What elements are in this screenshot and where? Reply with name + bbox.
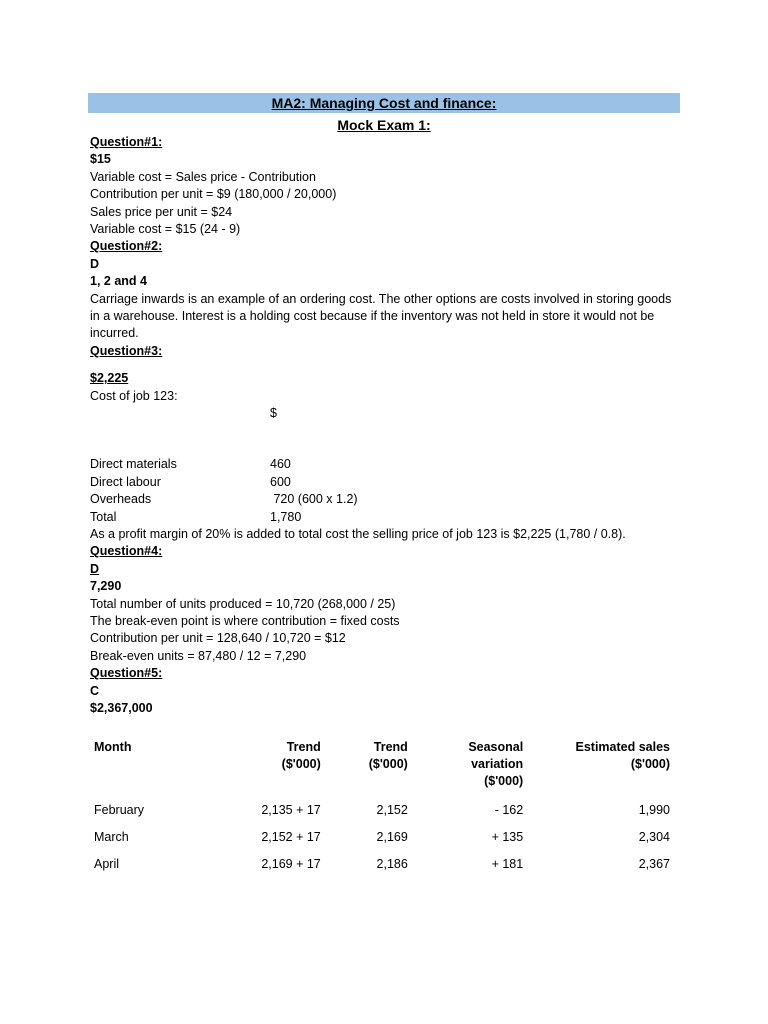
cell-seasonal: - 162 [494, 803, 524, 817]
table-row [90, 802, 670, 829]
sales-forecast-table [90, 739, 670, 883]
cost-row-value: 460 [270, 457, 291, 472]
question-5-heading: Question#5: [90, 666, 163, 681]
question-4-answer-detail: 7,290 [90, 579, 122, 594]
cell-trend: 2,169 [376, 830, 408, 844]
column-header-trend: Trend ($'000) [368, 740, 408, 771]
cell-trend-calc: 2,169 + 17 [261, 857, 321, 871]
table-header-row [90, 739, 670, 802]
cost-row-value: 720 (600 x 1.2) [270, 492, 358, 507]
question-1-heading: Question#1: [90, 135, 163, 149]
question-1-line: Variable cost = Sales price - Contribution [90, 169, 316, 184]
question-5-answer-detail: $2,367,000 [90, 701, 153, 716]
question-3-conclusion: As a profit margin of 20% is added to total cost the selling price of job 123 is $2,225 (1,780 / 0.8). [90, 527, 626, 542]
question-4-answer: D [90, 561, 100, 576]
cell-seasonal: + 181 [491, 857, 524, 871]
cell-month: March [94, 830, 129, 844]
page-subtitle: Mock Exam 1: [337, 117, 431, 133]
page-title: MA2: Managing Cost and finance: [88, 93, 680, 113]
question-5-answer: C [90, 683, 100, 698]
answer-content [90, 134, 680, 718]
column-header-seasonal-variation: Seasonal variation ($'000) [468, 740, 524, 788]
cell-estimated: 2,367 [638, 857, 670, 871]
cost-row-label: Direct materials [90, 457, 177, 472]
cost-row-value: 600 [270, 474, 291, 489]
table-row [90, 856, 670, 883]
question-2-answer-detail: 1, 2 and 4 [90, 274, 147, 289]
question-4-line: Total number of units produced = 10,720 (268,000 / 25) [90, 596, 396, 611]
question-1-answer: $15 [90, 152, 111, 167]
cell-seasonal: + 135 [491, 830, 524, 844]
cell-estimated: 1,990 [638, 803, 670, 817]
cell-trend: 2,186 [376, 857, 408, 871]
cell-trend: 2,152 [376, 803, 408, 817]
cost-row-label: Overheads [90, 492, 152, 507]
cell-trend-calc: 2,152 + 17 [261, 830, 321, 844]
question-2-explanation: Carriage inwards is an example of an ordering cost. The other options are costs involved in storing goods in a warehouse. Interest is a holding cost because if the inventory was not held in store it would not be incurred. [90, 291, 672, 341]
cell-month: April [94, 857, 120, 871]
column-header-estimated-sales: Estimated sales ($'000) [575, 740, 670, 771]
question-1-line: Sales price per unit = $24 [90, 204, 233, 219]
currency-header: $ [270, 406, 277, 421]
cell-estimated: 2,304 [638, 830, 670, 844]
question-1-line: Contribution per unit = $9 (180,000 / 20,000) [90, 187, 337, 202]
cost-row [90, 509, 680, 526]
cell-month: February [94, 803, 145, 817]
cost-row [90, 474, 680, 491]
column-header-month: Month [94, 740, 132, 754]
cost-row-label: Total [90, 509, 117, 524]
question-4-line: Contribution per unit = 128,640 / 10,720 = $12 [90, 631, 346, 646]
question-4-line: Break-even units = 87,480 / 12 = 7,290 [90, 648, 307, 663]
question-2-answer: D [90, 256, 100, 271]
question-3-answer: $2,225 [90, 371, 129, 386]
cell-trend-calc: 2,135 + 17 [261, 803, 321, 817]
column-header-trend-calc: Trend ($'000) [281, 740, 321, 771]
cost-row-value: 1,780 [270, 509, 302, 524]
table-row [90, 829, 670, 856]
question-4-line: The break-even point is where contribution = fixed costs [90, 614, 400, 629]
question-3-heading: Question#3: [90, 343, 163, 358]
question-1-line: Variable cost = $15 (24 - 9) [90, 222, 241, 237]
question-4-heading: Question#4: [90, 544, 163, 559]
question-2-heading: Question#2: [90, 239, 163, 254]
cost-row [90, 456, 680, 473]
cost-of-job-label: Cost of job 123: [90, 388, 178, 403]
cost-row [90, 491, 680, 508]
cost-row-label: Direct labour [90, 474, 161, 489]
